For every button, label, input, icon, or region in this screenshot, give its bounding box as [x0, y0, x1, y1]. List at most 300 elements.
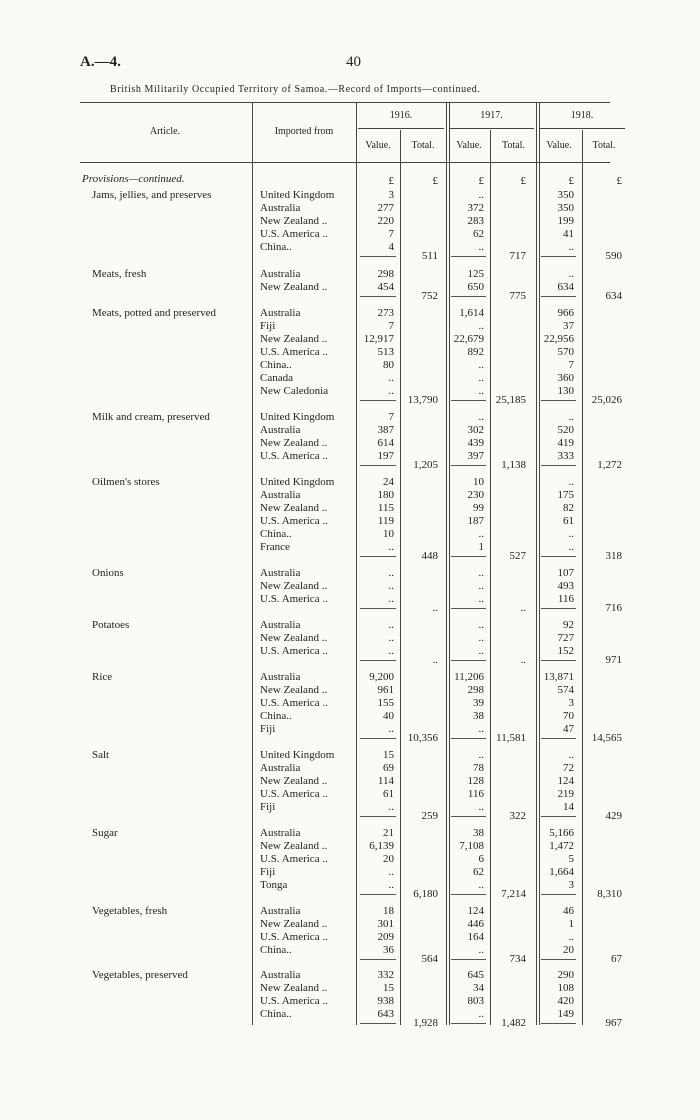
imported-from: Australia	[260, 489, 301, 501]
value-cell: 124	[557, 775, 574, 787]
imported-from: Australia	[260, 905, 301, 917]
value-cell: 1,472	[549, 840, 574, 852]
imported-from: New Zealand ..	[260, 775, 328, 787]
value-cell: 273	[377, 307, 394, 319]
value-cell: 175	[557, 489, 574, 501]
value-cell: 46	[563, 905, 574, 917]
article-name: Jams, jellies, and preserves	[92, 189, 212, 201]
value-cell: ..	[388, 632, 394, 644]
total-cell: 716	[605, 602, 622, 614]
total-cell: 1,205	[413, 459, 438, 471]
currency-symbol: £	[520, 175, 526, 187]
value-cell: ..	[388, 801, 394, 813]
value-cell: ..	[478, 359, 484, 371]
imported-from: U.S. America ..	[260, 697, 328, 709]
value-cell: 727	[557, 632, 574, 644]
imported-from: Fiji	[260, 801, 276, 813]
currency-symbol: £	[616, 175, 622, 187]
value-cell: 966	[557, 307, 574, 319]
article-name: Meats, fresh	[92, 268, 147, 280]
value-cell: 283	[467, 215, 484, 227]
value-cell: 41	[563, 228, 574, 240]
value-cell: ..	[478, 723, 484, 735]
value-cell: 277	[377, 202, 394, 214]
total-cell: 7,214	[501, 888, 526, 900]
imported-from: United Kingdom	[260, 749, 335, 761]
value-cell: 72	[563, 762, 574, 774]
imported-from: U.S. America ..	[260, 788, 328, 800]
value-cell: 420	[557, 995, 574, 1007]
value-cell: 80	[383, 359, 394, 371]
value-cell: ..	[388, 372, 394, 384]
value-cell: 22,956	[543, 333, 574, 345]
value-cell: 3	[388, 189, 394, 201]
total-cell: ..	[520, 654, 526, 666]
imported-from: Australia	[260, 202, 301, 214]
imported-from: Australia	[260, 827, 301, 839]
year-header-2: 1918.	[570, 110, 594, 121]
value-cell: 7,108	[459, 840, 484, 852]
value-cell: 1,664	[549, 866, 574, 878]
total-cell: 527	[509, 550, 526, 562]
value-cell: 7	[388, 228, 394, 240]
value-cell: 10	[383, 528, 394, 540]
imported-from: New Zealand ..	[260, 918, 328, 930]
imported-from: United Kingdom	[260, 189, 335, 201]
value-cell: ..	[388, 593, 394, 605]
value-cell: 116	[467, 788, 484, 800]
imported-from: U.S. America ..	[260, 853, 328, 865]
value-cell: 350	[557, 202, 574, 214]
value-cell: ..	[478, 372, 484, 384]
value-cell: 634	[557, 281, 574, 293]
total-cell: 1,928	[413, 1017, 438, 1029]
article-name: Vegetables, preserved	[92, 969, 188, 981]
imported-from: U.S. America ..	[260, 228, 328, 240]
value-cell: ..	[568, 268, 574, 280]
value-cell: ..	[478, 189, 484, 201]
value-cell: 574	[557, 684, 574, 696]
imported-from: U.S. America ..	[260, 931, 328, 943]
imported-from: Fiji	[260, 723, 276, 735]
imported-from: United Kingdom	[260, 476, 335, 488]
total-cell: 322	[509, 810, 526, 822]
value-cell: 298	[377, 268, 394, 280]
imported-from: New Zealand ..	[260, 982, 328, 994]
value-cell: 18	[383, 905, 394, 917]
value-cell: 187	[467, 515, 484, 527]
value-cell: 39	[473, 697, 484, 709]
value-cell: 61	[563, 515, 574, 527]
imported-from: China..	[260, 944, 292, 956]
value-cell: 114	[377, 775, 394, 787]
value-cell: ..	[388, 567, 394, 579]
article-name: Sugar	[92, 827, 118, 839]
imported-from: Australia	[260, 619, 301, 631]
total-cell: 590	[605, 250, 622, 262]
imported-from: New Zealand ..	[260, 840, 328, 852]
value-cell: 15	[383, 749, 394, 761]
subtotal-rule	[451, 738, 486, 739]
value-cell: 332	[377, 969, 394, 981]
value-cell: 197	[377, 450, 394, 462]
subtotal-rule	[541, 959, 576, 960]
subtotal-rule	[451, 959, 486, 960]
value-cell: 20	[563, 944, 574, 956]
total-cell: 717	[509, 250, 526, 262]
value-cell: 152	[557, 645, 574, 657]
currency-symbol: £	[478, 175, 484, 187]
imported-from: New Zealand ..	[260, 437, 328, 449]
imported-from: Fiji	[260, 320, 276, 332]
section-heading: Provisions—continued.	[82, 173, 185, 185]
value-cell: 99	[473, 502, 484, 514]
value-cell: 130	[557, 385, 574, 397]
total-cell: 1,482	[501, 1017, 526, 1029]
value-cell: 290	[557, 969, 574, 981]
value-cell: 24	[383, 476, 394, 488]
value-cell: 20	[383, 853, 394, 865]
value-cell: 107	[557, 567, 574, 579]
value-cell: 92	[563, 619, 574, 631]
imported-from: China..	[260, 528, 292, 540]
subtotal-rule	[360, 256, 396, 257]
value-cell: 199	[557, 215, 574, 227]
value-cell: 454	[377, 281, 394, 293]
value-cell: 34	[473, 982, 484, 994]
imported-from: China..	[260, 1008, 292, 1020]
value-cell: ..	[388, 879, 394, 891]
subtotal-rule	[541, 660, 576, 661]
value-cell: 298	[467, 684, 484, 696]
value-cell: 302	[467, 424, 484, 436]
value-cell: ..	[478, 385, 484, 397]
value-cell: 397	[467, 450, 484, 462]
value-cell: 115	[377, 502, 394, 514]
value-cell: ..	[568, 476, 574, 488]
value-cell: 3	[568, 879, 574, 891]
value-cell: ..	[568, 931, 574, 943]
value-cell: 155	[377, 697, 394, 709]
imported-from: Australia	[260, 424, 301, 436]
total-cell: 1,272	[597, 459, 622, 471]
value-cell: ..	[478, 801, 484, 813]
value-cell: 78	[473, 762, 484, 774]
value-cell: ..	[478, 580, 484, 592]
value-cell: ..	[478, 567, 484, 579]
year-header-1: 1917.	[480, 110, 503, 121]
total-cell: 564	[421, 953, 438, 965]
subtotal-rule	[360, 816, 396, 817]
year-subrule	[449, 128, 534, 129]
value-header: Value.	[456, 140, 482, 151]
article-name: Potatoes	[92, 619, 130, 631]
column-rule	[252, 102, 253, 1025]
value-cell: ..	[478, 593, 484, 605]
imported-from: New Zealand ..	[260, 333, 328, 345]
value-header: Value.	[365, 140, 391, 151]
subtotal-rule	[360, 608, 396, 609]
imported-from: New Zealand ..	[260, 580, 328, 592]
subtotal-rule	[451, 1023, 486, 1024]
value-cell: ..	[568, 528, 574, 540]
total-cell: 734	[509, 953, 526, 965]
total-cell: 1,138	[501, 459, 526, 471]
imported-from: New Zealand ..	[260, 215, 328, 227]
value-cell: ..	[388, 385, 394, 397]
value-cell: 15	[383, 982, 394, 994]
value-cell: 5,166	[549, 827, 574, 839]
value-cell: 40	[383, 710, 394, 722]
currency-symbol: £	[432, 175, 438, 187]
value-cell: ..	[478, 879, 484, 891]
value-cell: ..	[388, 541, 394, 553]
value-cell: 14	[563, 801, 574, 813]
subtotal-rule	[541, 465, 576, 466]
total-cell: 11,581	[496, 732, 526, 744]
value-cell: 119	[377, 515, 394, 527]
value-cell: 82	[563, 502, 574, 514]
total-cell: 259	[421, 810, 438, 822]
value-cell: 419	[557, 437, 574, 449]
value-cell: 38	[473, 827, 484, 839]
article-name: Rice	[92, 671, 113, 683]
value-cell: 70	[563, 710, 574, 722]
page-number: 40	[346, 54, 361, 70]
subtotal-rule	[451, 400, 486, 401]
subtotal-rule	[451, 816, 486, 817]
subtotal-rule	[541, 894, 576, 895]
imported-from: China..	[260, 710, 292, 722]
subtotal-rule	[541, 296, 576, 297]
total-cell: ..	[520, 602, 526, 614]
imported-from: United Kingdom	[260, 411, 335, 423]
imported-from: Canada	[260, 372, 293, 384]
subtotal-rule	[541, 1023, 576, 1024]
value-cell: 10	[473, 476, 484, 488]
subtotal-rule	[360, 296, 396, 297]
imported-from: Australia	[260, 567, 301, 579]
value-cell: 219	[557, 788, 574, 800]
imported-from: Australia	[260, 671, 301, 683]
imported-from: New Zealand ..	[260, 684, 328, 696]
value-cell: ..	[388, 580, 394, 592]
value-cell: 149	[557, 1008, 574, 1020]
value-cell: 439	[467, 437, 484, 449]
value-cell: 6,139	[369, 840, 394, 852]
subtotal-rule	[451, 465, 486, 466]
value-cell: 13,871	[543, 671, 574, 683]
value-cell: 520	[557, 424, 574, 436]
subtotal-rule	[451, 556, 486, 557]
total-cell: ..	[432, 654, 438, 666]
value-cell: 301	[377, 918, 394, 930]
value-cell: 372	[467, 202, 484, 214]
value-cell: 38	[473, 710, 484, 722]
value-cell: 1,614	[459, 307, 484, 319]
subtotal-rule	[541, 738, 576, 739]
subtotal-rule	[541, 816, 576, 817]
total-cell: 8,310	[597, 888, 622, 900]
value-cell: 125	[467, 268, 484, 280]
subtotal-rule	[360, 1023, 396, 1024]
currency-symbol: £	[568, 175, 574, 187]
year-subrule	[358, 128, 444, 129]
value-cell: 6	[478, 853, 484, 865]
imported-from-header: Imported from	[274, 126, 334, 137]
imported-from: Australia	[260, 762, 301, 774]
total-header: Total.	[592, 140, 616, 151]
value-cell: ..	[388, 619, 394, 631]
value-cell: 3	[568, 697, 574, 709]
value-header: Value.	[546, 140, 572, 151]
value-cell: 209	[377, 931, 394, 943]
value-cell: 493	[557, 580, 574, 592]
value-cell: 11,206	[454, 671, 484, 683]
value-cell: 164	[467, 931, 484, 943]
subtotal-rule	[451, 256, 486, 257]
value-cell: 7	[388, 411, 394, 423]
value-cell: ..	[568, 241, 574, 253]
year-header-0: 1916.	[389, 110, 413, 121]
imported-from: Australia	[260, 268, 301, 280]
value-cell: 124	[467, 905, 484, 917]
value-cell: ..	[478, 1008, 484, 1020]
value-cell: ..	[478, 320, 484, 332]
imported-from: Fiji	[260, 866, 276, 878]
subtotal-rule	[360, 465, 396, 466]
article-name: Milk and cream, preserved	[92, 411, 210, 423]
imported-from: U.S. America ..	[260, 593, 328, 605]
imported-from: New Zealand ..	[260, 281, 328, 293]
subtotal-rule	[541, 608, 576, 609]
value-cell: 446	[467, 918, 484, 930]
value-cell: ..	[478, 241, 484, 253]
value-cell: 22,679	[453, 333, 484, 345]
subtotal-rule	[451, 894, 486, 895]
total-cell: 775	[509, 290, 526, 302]
value-cell: 892	[467, 346, 484, 358]
value-cell: 4	[388, 241, 394, 253]
imported-from: France	[260, 541, 290, 553]
imported-from: New Caledonia	[260, 385, 329, 397]
total-cell: 25,185	[495, 394, 526, 406]
value-cell: 570	[557, 346, 574, 358]
value-cell: 614	[377, 437, 394, 449]
imported-from: U.S. America ..	[260, 645, 328, 657]
year-subrule	[539, 128, 625, 129]
value-cell: ..	[478, 944, 484, 956]
value-cell: 645	[467, 969, 484, 981]
subtotal-rule	[360, 660, 396, 661]
total-cell: 10,356	[407, 732, 438, 744]
value-cell: 108	[557, 982, 574, 994]
imported-from: Australia	[260, 307, 301, 319]
total-cell: 511	[421, 250, 438, 262]
value-cell: 69	[383, 762, 394, 774]
imported-from: U.S. America ..	[260, 515, 328, 527]
currency-symbol: £	[388, 175, 394, 187]
value-cell: 62	[473, 866, 484, 878]
subtotal-rule	[541, 256, 576, 257]
imported-from: China..	[260, 359, 292, 371]
value-cell: ..	[388, 723, 394, 735]
subtotal-rule	[360, 400, 396, 401]
value-cell: ..	[478, 645, 484, 657]
total-cell: 967	[605, 1017, 622, 1029]
value-cell: 961	[377, 684, 394, 696]
total-cell: 6,180	[413, 888, 438, 900]
total-cell: 14,565	[591, 732, 622, 744]
value-cell: 1	[478, 541, 484, 553]
total-cell: 448	[421, 550, 438, 562]
imported-from: U.S. America ..	[260, 450, 328, 462]
value-cell: 12,917	[363, 333, 394, 345]
value-cell: ..	[478, 528, 484, 540]
value-cell: 180	[377, 489, 394, 501]
imported-from: China..	[260, 241, 292, 253]
imported-from: Australia	[260, 969, 301, 981]
value-cell: 47	[563, 723, 574, 735]
value-cell: 9,200	[369, 671, 394, 683]
value-cell: ..	[478, 411, 484, 423]
subtotal-rule	[360, 959, 396, 960]
total-cell: 634	[605, 290, 622, 302]
document-reference: A.—4.	[80, 54, 121, 70]
subtotal-rule	[360, 894, 396, 895]
value-cell: 220	[377, 215, 394, 227]
imported-from: Tonga	[260, 879, 288, 891]
value-cell: ..	[388, 866, 394, 878]
table-title: British Militarily Occupied Territory of Samoa.—Record of Imports—continued.	[110, 84, 481, 95]
value-cell: 37	[563, 320, 574, 332]
subtotal-rule	[360, 738, 396, 739]
subtotal-rule	[541, 400, 576, 401]
value-cell: 36	[383, 944, 394, 956]
imported-from: New Zealand ..	[260, 502, 328, 514]
article-name: Meats, potted and preserved	[92, 307, 217, 319]
total-cell: 25,026	[591, 394, 622, 406]
value-cell: ..	[478, 632, 484, 644]
value-cell: ..	[568, 541, 574, 553]
value-cell: ..	[478, 619, 484, 631]
imported-from: U.S. America ..	[260, 995, 328, 1007]
total-header: Total.	[411, 140, 435, 151]
value-cell: 350	[557, 189, 574, 201]
total-cell: 67	[611, 953, 622, 965]
header-bottom-rule	[80, 162, 610, 163]
imported-from: U.S. America ..	[260, 346, 328, 358]
value-cell: 61	[383, 788, 394, 800]
value-cell: 938	[377, 995, 394, 1007]
total-cell: 318	[605, 550, 622, 562]
total-cell: 752	[421, 290, 438, 302]
value-cell: ..	[568, 411, 574, 423]
article-name: Vegetables, fresh	[92, 905, 168, 917]
subtotal-rule	[451, 608, 486, 609]
value-cell: 5	[568, 853, 574, 865]
value-cell: 7	[568, 359, 574, 371]
value-cell: 333	[557, 450, 574, 462]
value-cell: 360	[557, 372, 574, 384]
value-cell: 62	[473, 228, 484, 240]
subtotal-rule	[451, 296, 486, 297]
imported-from: New Zealand ..	[260, 632, 328, 644]
total-cell: 429	[605, 810, 622, 822]
value-cell: 387	[377, 424, 394, 436]
article-header: Article.	[149, 126, 181, 137]
article-name: Onions	[92, 567, 124, 579]
